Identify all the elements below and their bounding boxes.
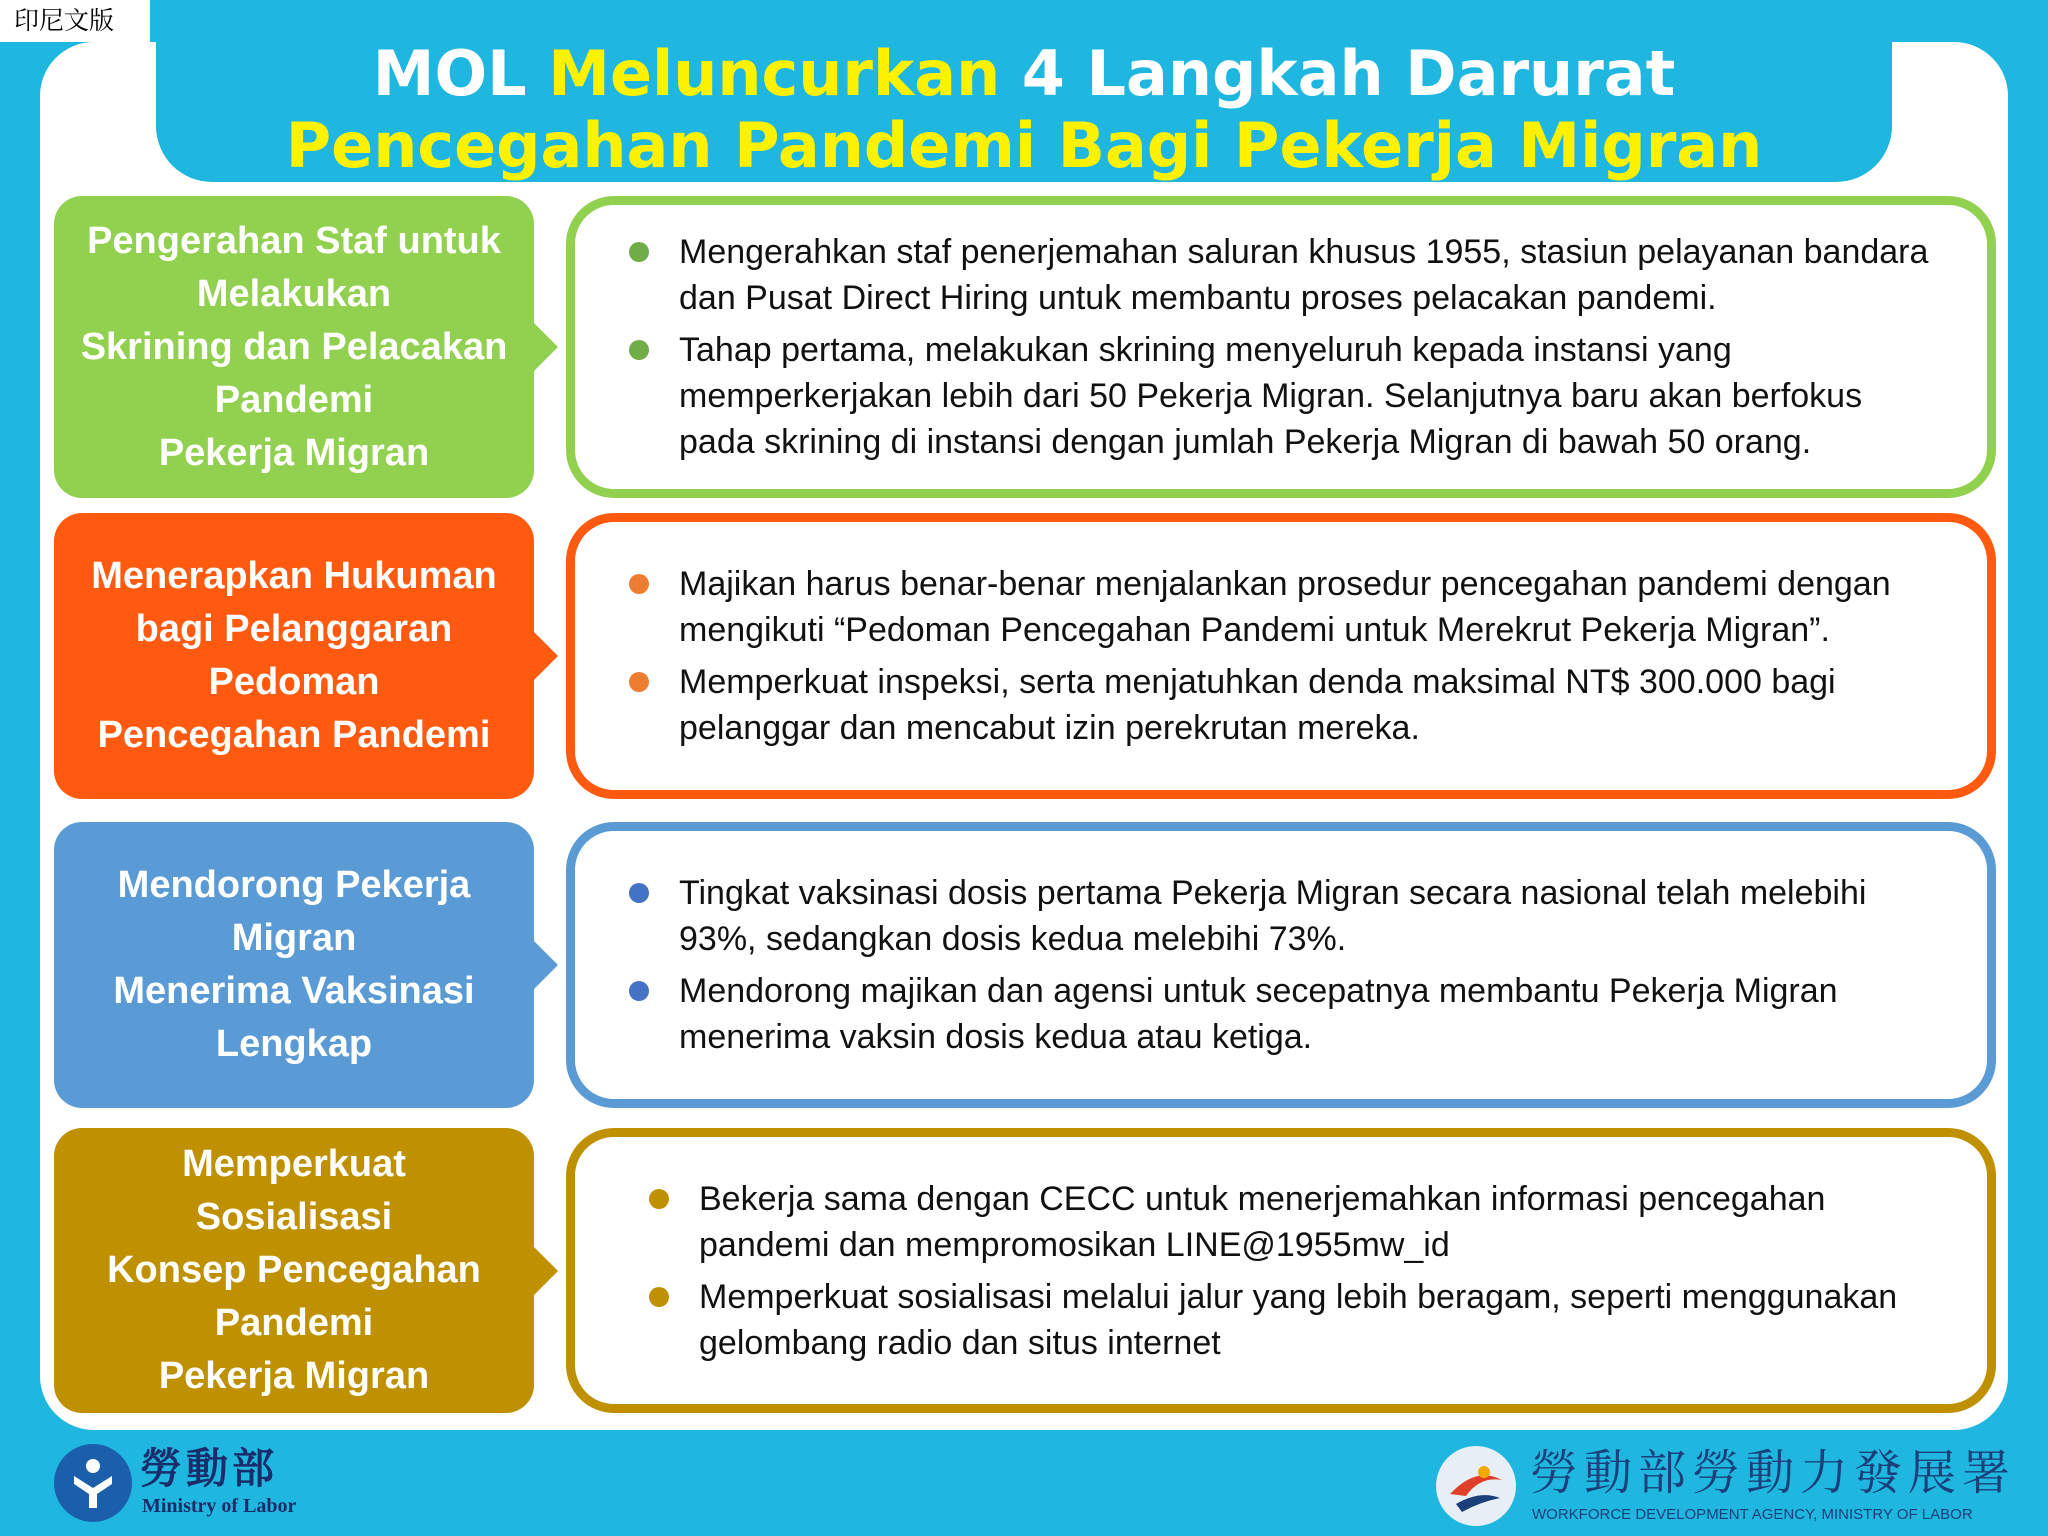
section-penalties [54,513,1996,799]
label-line: Skrining dan Pelacakan [80,325,508,368]
label-line: Pandemi [214,378,374,421]
bullet-dot-icon [649,1287,669,1307]
bullet-dot-icon [629,242,649,262]
bullet-text: Memperkuat sosialisasi melalui jalur yang lebih beragam, seperti menggunakan gelombang radio dan situs internet [699,1277,1898,1362]
language-version-tag: 印尼文版 [0,0,150,42]
bullet-dot-icon [629,574,649,594]
bullet-text: Tahap pertama, melakukan skrining menyeluruh kepada instansi yang memperkerjakan lebih dari 50 Pekerja Migran. Selanjutnya baru akan berfokus pada skrining di instansi dengan jumlah Pekerja Migran di bawah 50 orang. [679,331,1863,461]
bullet-item [645,1176,1947,1268]
bullet-text: Memperkuat inspeksi, serta menjatuhkan denda maksimal NT$ 300.000 bagi pelanggar dan mencabut izin perekrutan mereka. [679,663,1836,747]
label-line: Pengerahan Staf untuk [87,219,501,262]
label-line: Menerima Vaksinasi [113,970,475,1012]
label-line: Mendorong Pekerja [117,864,471,906]
title-prefix: MOL [372,37,549,110]
bullet-dot-icon [649,1189,669,1209]
label-line: Melakukan [196,272,392,315]
page-title-line1 [156,38,1892,110]
pointer-arrow-icon [532,321,558,373]
bullet-text: Bekerja sama dengan CECC untuk menerjemahkan informasi pencegahan pandemi dan mempromosikan LINE@1955mw_id [699,1179,1826,1264]
bullet-item [625,327,1947,465]
mol-emblem-icon [54,1444,132,1522]
label-line: Konsep Pencegahan [107,1249,481,1291]
bullet-text: Mengerahkan staf penerjemahan saluran khusus 1955, stasiun pelayanan bandara dan Pusat Direct Hiring untuk membantu proses pelacakan pandemi. [679,233,1929,317]
bullet-item [625,561,1947,653]
bullet-text: Tingkat vaksinasi dosis pertama Pekerja Migran secara nasional telah melebihi 93%, sedangkan dosis kedua melebihi 73%. [679,874,1867,958]
label-line: Migran [231,917,357,959]
section-label [54,196,534,498]
section-label [54,822,534,1108]
label-line: bagi Pelanggaran [135,608,453,650]
title-banner [156,20,1892,182]
pointer-arrow-icon [532,630,558,682]
section-label [54,513,534,799]
wda-emblem-icon [1436,1446,1516,1526]
section-content [566,1128,1996,1413]
mol-chinese-name: 勞動部 [140,1444,279,1493]
section-content [566,513,1996,799]
section-content [566,196,1996,498]
label-line: Memperkuat [182,1143,406,1185]
label-line: Pekerja Migran [158,431,430,474]
bullet-dot-icon [629,981,649,1001]
bullet-text: Mendorong majikan dan agensi untuk secepatnya membantu Pekerja Migran menerima vaksin dosis kedua atau ketiga. [679,972,1838,1056]
bullet-text: Majikan harus benar-benar menjalankan prosedur pencegahan pandemi dengan mengikuti “Pedoman Pencegahan Pandemi untuk Merekrut Pekerja Migran”. [679,565,1891,649]
workforce-development-agency-logo [1436,1440,2017,1532]
label-line: Lengkap [215,1023,373,1065]
wda-chinese-name: 勞動部勞動力發展署 [1530,1445,2017,1501]
bullet-item [625,870,1947,962]
label-line: Menerapkan Hukuman [91,555,497,597]
label-line: Sosialisasi [195,1196,393,1238]
bullet-item [625,968,1947,1060]
label-line: Pedoman [208,661,380,703]
bullet-item [625,229,1947,321]
bullet-item [645,1274,1947,1366]
section-socialization [54,1128,1996,1413]
label-line: Pandemi [214,1302,374,1344]
label-line: Pencegahan Pandemi [97,714,491,756]
mol-english-name: Ministry of Labor [142,1495,297,1517]
label-line: Pekerja Migran [158,1355,430,1397]
bullet-dot-icon [629,340,649,360]
section-screening [54,196,1996,498]
title-suffix: 4 Langkah Darurat [1000,37,1676,110]
section-label [54,1128,534,1413]
title-highlight: Meluncurkan [548,37,1001,110]
bullet-dot-icon [629,883,649,903]
pointer-arrow-icon [532,1245,558,1297]
page-title-line2: Pencegahan Pandemi Bagi Pekerja Migran [285,109,1763,182]
ministry-of-labor-logo [54,1444,324,1524]
section-content [566,822,1996,1108]
bullet-dot-icon [629,672,649,692]
pointer-arrow-icon [532,939,558,991]
section-vaccination [54,822,1996,1108]
wda-english-name: WORKFORCE DEVELOPMENT AGENCY, MINISTRY OF LABOR [1532,1506,1973,1523]
bullet-item [625,659,1947,751]
